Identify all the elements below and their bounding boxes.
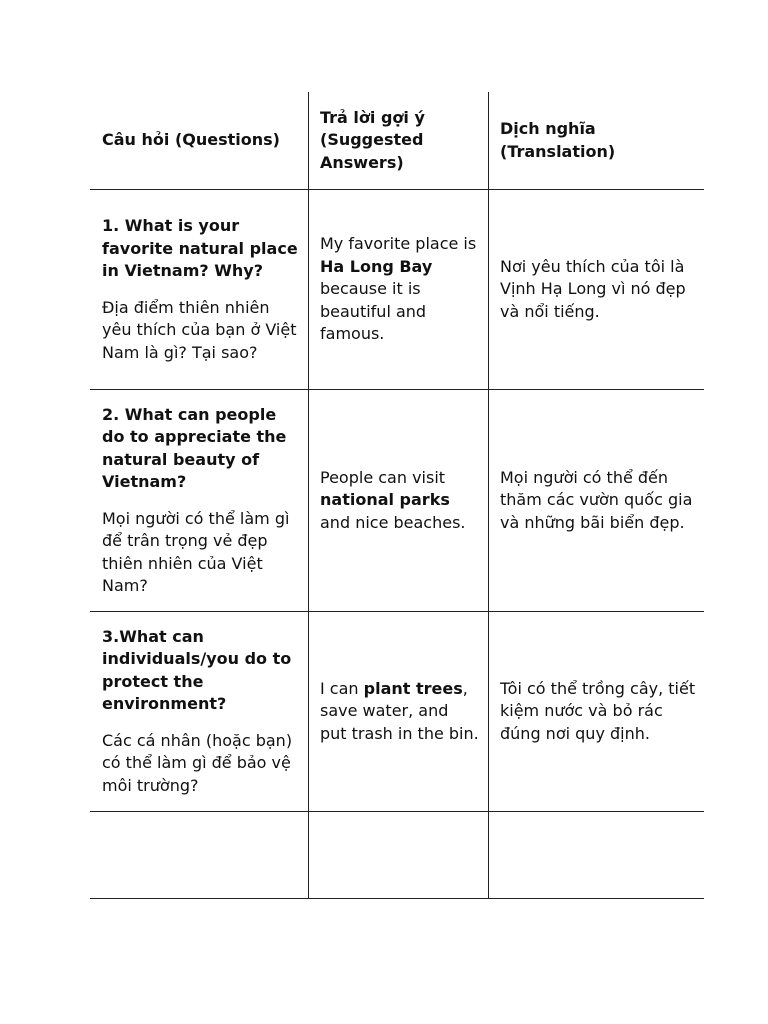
answer-text-start: I can bbox=[320, 678, 364, 698]
translation-cell bbox=[489, 612, 704, 811]
empty-cell bbox=[90, 812, 309, 898]
header-translation-text: Dịch nghĩa (Translation) bbox=[500, 119, 616, 161]
answer-text-end: and nice beaches. bbox=[320, 512, 466, 532]
answer-text-start: People can visit bbox=[320, 467, 446, 487]
question-cell bbox=[90, 612, 309, 811]
header-cell-translation bbox=[489, 92, 704, 189]
answer-cell bbox=[309, 190, 489, 389]
header-answers-text: Trả lời gợi ý (Suggested Answers) bbox=[320, 107, 425, 172]
table-row bbox=[90, 390, 704, 612]
translation-cell bbox=[489, 390, 704, 611]
empty-cell bbox=[489, 812, 704, 898]
header-cell-questions bbox=[90, 92, 309, 189]
question-english: 1. What is your favorite natural place in Vietnam? Why? bbox=[102, 216, 298, 280]
header-cell-answers bbox=[309, 92, 489, 189]
answer-text-start: My favorite place is bbox=[320, 234, 477, 254]
suggested-answer bbox=[320, 467, 480, 535]
answer-cell bbox=[309, 612, 489, 811]
translation-text: Nơi yêu thích của tôi là Vịnh Hạ Long vì nó đẹp và nổi tiếng. bbox=[500, 256, 686, 321]
table-row bbox=[90, 190, 704, 390]
question-cell bbox=[90, 190, 309, 389]
answer-keyword: national parks bbox=[320, 490, 450, 510]
question-vietnamese: Các cá nhân (hoặc bạn) có thể làm gì để bảo vệ môi trường? bbox=[102, 730, 293, 795]
translation-text: Mọi người có thể đến thăm các vườn quốc gia và những bãi biển đẹp. bbox=[500, 467, 693, 532]
suggested-answer bbox=[320, 233, 480, 346]
header-questions-text: Câu hỏi (Questions) bbox=[102, 130, 280, 150]
table-row bbox=[90, 612, 704, 812]
table-header-row bbox=[90, 92, 704, 190]
answer-cell bbox=[309, 390, 489, 611]
question-vietnamese: Địa điểm thiên nhiên yêu thích của bạn ở Việt Nam là gì? Tại sao? bbox=[102, 297, 297, 362]
translation-cell bbox=[489, 190, 704, 389]
empty-cell bbox=[309, 812, 489, 898]
answer-keyword: plant trees bbox=[363, 678, 463, 698]
qa-table bbox=[90, 92, 704, 899]
question-cell bbox=[90, 390, 309, 611]
question-vietnamese: Mọi người có thể làm gì để trân trọng vẻ đẹp thiên nhiên của Việt Nam? bbox=[102, 508, 290, 595]
translation-text: Tôi có thể trồng cây, tiết kiệm nước và bỏ rác đúng nơi quy định. bbox=[500, 678, 696, 743]
question-english: 2. What can people do to appreciate the natural beauty of Vietnam? bbox=[102, 404, 287, 491]
answer-text-end: , save water, and put trash in the bin. bbox=[320, 678, 479, 743]
suggested-answer bbox=[320, 678, 480, 746]
empty-table-row bbox=[90, 812, 704, 899]
answer-text-end: because it is beautiful and famous. bbox=[320, 279, 427, 344]
answer-keyword: Ha Long Bay bbox=[320, 256, 433, 276]
question-english: 3.What can individuals/you do to protect the environment? bbox=[102, 626, 292, 714]
